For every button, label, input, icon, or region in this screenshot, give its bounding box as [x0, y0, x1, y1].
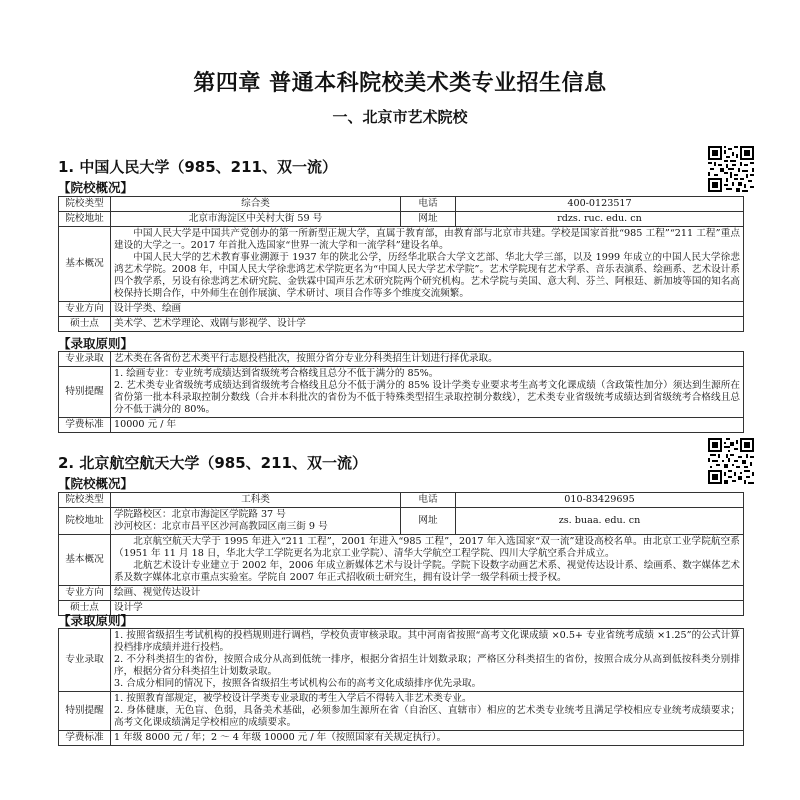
school-1-intro: [111, 227, 744, 302]
school-1-website[interactable]: rdzs. ruc. edu. cn: [456, 212, 744, 227]
table-row: [59, 601, 744, 616]
notice-item: 2. 身体健康，无色盲、色弱，具备美术基础，必须参加生源所在省（自治区、直辖市）相应的艺术类专业统考且满足学校相应专业统考成绩要求；高考文化课成绩满足学校相应的成绩要求。: [114, 705, 740, 728]
school-2-admission-header: 【录取原则】: [58, 613, 134, 628]
school-2-profile-header: 【院校概况】: [58, 476, 134, 491]
label-type: 院校类型: [59, 197, 111, 212]
admission-item: 1. 按照省级招生考试机构的投档规则进行调档，学校负责审核录取。其中河南省按照“高考文化课成绩 ×0.5+ 专业省统考成绩 ×1.25”的公式计算投档排序成绩并进行投档。: [114, 630, 740, 653]
school-2-title: 2. 北京航空航天大学（985、211、双一流）: [58, 454, 367, 472]
label-notice: 特别提醒: [59, 692, 111, 731]
school-2-notice: [111, 692, 744, 731]
label-phone: 电话: [401, 493, 456, 508]
label-type: 院校类型: [59, 493, 111, 508]
school-1-admission: 艺术类在各省份艺术类平行志愿投档批次，按照分省分专业分科类招生计划进行择优录取。: [111, 352, 744, 367]
label-admission: 专业录取: [59, 629, 111, 692]
label-website: 网址: [401, 212, 456, 227]
admission-item: 2. 不分科类招生的省份，按照合成分从高到低统一排序，根据分省招生计划数录取；严格区分科类招生的省份，按照合成分从高到低按科类分别排序，根据分省分科类招生计划数录取。: [114, 654, 740, 677]
table-row: [59, 418, 744, 433]
school-2-qr-code[interactable]: [708, 438, 754, 484]
label-phone: 电话: [401, 197, 456, 212]
notice-item: 1. 绘画专业：专业统考成绩达到省级统考合格线且总分不低于满分的 85%。: [114, 368, 439, 379]
page-title: 第四章 普通本科院校美术类专业招生信息: [193, 71, 607, 96]
table-row: [59, 212, 744, 227]
notice-item: 2. 艺术类专业省级统考成绩达到省级统考合格线且总分不低于满分的 85% 设计学类专业要求考生高考文化课成绩（含政策性加分）须达到生源所在省份第一批本科录取控制分数线（合并本科批次的省份为不低于特殊类型招生录取控制分数线），艺术类专业省级统考成绩达到省级统考合格线且总分不低于满分的 80%。: [114, 380, 740, 415]
intro-paragraph: 北京航空航天大学于 1995 年进入“211 工程”，2001 年进入“985 工程”，2017 年入选国家“双一流”建设高校名单。由北京工业学院航空系（1951 年 11 月 18 日，华北大学工学院更名为北京工业学院）、清华大学航空工程学院、四川大学航空系合并成立。: [114, 536, 740, 559]
school-1-type: 综合类: [111, 197, 401, 212]
school-1-profile-table: [58, 196, 744, 332]
label-master: 硕士点: [59, 317, 111, 332]
school-1-master: 美术学、艺术学理论、戏剧与影视学、设计学: [111, 317, 744, 332]
school-2-admission: [111, 629, 744, 692]
table-row: [59, 302, 744, 317]
school-2-major: 绘画、视觉传达设计: [111, 586, 744, 601]
school-1-fee: 10000 元 / 年: [111, 418, 744, 433]
school-2-website[interactable]: zs. buaa. edu. cn: [456, 508, 744, 535]
label-master: 硕士点: [59, 601, 111, 616]
table-row: [59, 227, 744, 302]
school-1-address: 北京市海淀区中关村大街 59 号: [111, 212, 401, 227]
table-row: [59, 493, 744, 508]
label-fee: 学费标准: [59, 731, 111, 746]
intro-paragraph: 北航艺术设计专业建立于 2002 年，2006 年成立新媒体艺术与设计学院。学院下设数字动画艺术系、视觉传达设计系、绘画系、数字媒体艺术系及数字媒体北京市重点实验室。学院自 2007 年正式招收硕士研究生，拥有设计学一级学科硕士授予权。: [114, 560, 740, 583]
school-2-admission-table: [58, 628, 744, 746]
table-row: [59, 692, 744, 731]
school-2-fee: 1 年级 8000 元 / 年；2 ～ 4 年级 10000 元 / 年（按照国家有关规定执行）。: [111, 731, 744, 746]
school-1-profile-header: 【院校概况】: [58, 180, 134, 195]
label-address: 院校地址: [59, 508, 111, 535]
school-2-intro: [111, 535, 744, 586]
school-1-admission-header: 【录取原则】: [58, 336, 134, 351]
school-1-major: 设计学类、绘画: [111, 302, 744, 317]
label-website: 网址: [401, 508, 456, 535]
table-row: [59, 317, 744, 332]
table-row: [59, 197, 744, 212]
table-row: [59, 367, 744, 418]
school-1-title: 1. 中国人民大学（985、211、双一流）: [58, 158, 337, 176]
school-2-profile-table: [58, 492, 744, 616]
school-1-admission-table: [58, 351, 744, 433]
table-row: [59, 629, 744, 692]
table-row: [59, 731, 744, 746]
table-row: [59, 352, 744, 367]
table-row: [59, 508, 744, 535]
school-1-notice: [111, 367, 744, 418]
school-2-type: 工科类: [111, 493, 401, 508]
label-admission: 专业录取: [59, 352, 111, 367]
label-notice: 特别提醒: [59, 367, 111, 418]
label-major: 专业方向: [59, 586, 111, 601]
school-2-address: [111, 508, 401, 535]
address-line: 学院路校区：北京市海淀区学院路 37 号: [114, 509, 286, 520]
intro-paragraph: 中国人民大学是中国共产党创办的第一所新型正规大学，直属于教育部，由教育部与北京市共建。学校是国家首批“985 工程”“211 工程”重点建设的大学之一。2017 年首批入选国家“世界一流大学和一流学科”建设名单。: [114, 228, 740, 251]
label-intro: 基本概况: [59, 227, 111, 302]
admission-item: 3. 合成分相同的情况下，按照各省级招生考试机构公布的高考文化成绩排序优先录取。: [114, 678, 482, 689]
notice-item: 1. 按照教育部规定，被学校设计学类专业录取的考生入学后不得转入非艺术类专业。: [114, 693, 472, 704]
label-intro: 基本概况: [59, 535, 111, 586]
label-fee: 学费标准: [59, 418, 111, 433]
school-2-phone[interactable]: 010-83429695: [456, 493, 744, 508]
table-row: [59, 586, 744, 601]
school-2-master: 设计学: [111, 601, 744, 616]
address-line: 沙河校区：北京市昌平区沙河高教园区南三街 9 号: [114, 521, 328, 532]
label-major: 专业方向: [59, 302, 111, 317]
school-1-phone[interactable]: 400-0123517: [456, 197, 744, 212]
school-1-qr-code[interactable]: [708, 146, 754, 192]
label-address: 院校地址: [59, 212, 111, 227]
page-subtitle: 一、北京市艺术院校: [332, 108, 468, 126]
intro-paragraph: 中国人民大学的艺术教育事业溯源于 1937 年的陕北公学，历经华北联合大学文艺部、华北大学三部，以及 1999 年成立的中国人民大学徐悲鸿艺术学院。2008 年，中国人民大学徐悲鸿艺术学院更名为“中国人民大学艺术学院”。艺术学院现有艺术学系、音乐表演系、绘画系、艺术设计系四个教学系，另设有徐悲鸿艺术研究院、金铁霖中国声乐艺术研究院两个研究机构。艺术学院与美国、意大利、芬兰、阿根廷、新加坡等国的知名高校保持长期合作，中外师生在创作展演、学术研讨、项目合作等多个维度交流频繁。: [114, 252, 740, 299]
table-row: [59, 535, 744, 586]
